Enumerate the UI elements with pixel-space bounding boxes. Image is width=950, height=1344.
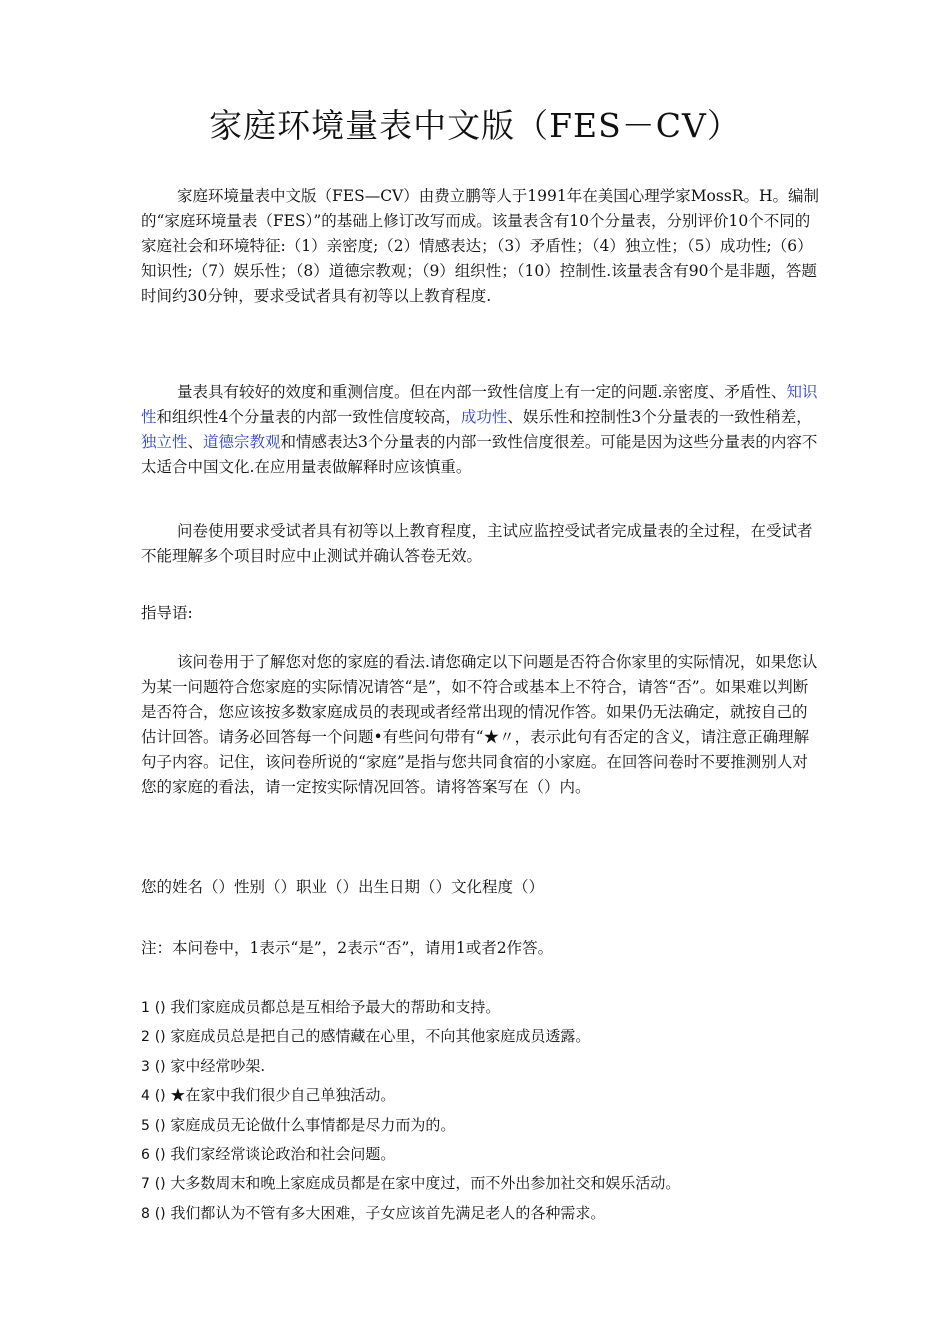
question-number: 8: [141, 1205, 150, 1222]
page-title: 家庭环境量表中文版（FES－CV）: [209, 106, 741, 145]
answer-blank[interactable]: (): [154, 1088, 166, 1105]
question-text: 家中经常吵架.: [170, 1056, 266, 1075]
question-list: [141, 993, 821, 1228]
question-item: [141, 1052, 821, 1081]
question-text: 大多数周末和晚上家庭成员都是在家中度过，而不外出参加社交和娱乐活动。: [170, 1174, 681, 1193]
guide-paragraph: 该问卷用于了解您对您的家庭的看法.请您确定以下问题是否符合你家里的实际情况，如果您认为某一问题符合您家庭的实际情况请答“是”，如不符合或基本上不符合，请答“否”。如果难以判断是否符合，您应该按多数家庭成员的表现或者经常出现的情况作答。如果仍无法确定，就按自己的估计回答。请务必回答每一个问题•有些问句带有“★〃，表示此句有否定的含义，请注意正确理解句子内容。记住，该问卷所说的“家庭”是指与您共同食宿的小家庭。在回答问卷时不要推测别人对您的家庭的看法，请一定按实际情况回答。请将答案写在（）内。: [141, 653, 818, 796]
question-item: [141, 1199, 821, 1228]
question-item: [141, 1140, 821, 1169]
answer-blank[interactable]: (): [154, 1205, 166, 1222]
question-text: 家庭成员无论做什么事情都是尽力而为的。: [170, 1115, 456, 1134]
reliability-text-4: 、: [187, 433, 204, 451]
question-text: ★在家中我们很少自己单独活动。: [170, 1086, 396, 1105]
question-item: [141, 1111, 821, 1140]
question-item: [141, 1169, 821, 1198]
question-text: 我们家经常谈论政治和社会问题。: [170, 1144, 396, 1163]
link-independence[interactable]: 独立性: [141, 433, 188, 451]
guide-label: 指导语:: [141, 604, 193, 622]
question-number: 6: [141, 1146, 150, 1163]
personal-info-line: 您的姓名（）性别（）职业（）出生日期（）文化程度（）: [141, 878, 545, 896]
question-item: [141, 1022, 821, 1051]
answer-blank[interactable]: (): [154, 1058, 166, 1075]
question-number: 3: [141, 1058, 150, 1075]
answer-blank[interactable]: (): [154, 1176, 166, 1193]
question-text: 家庭成员总是把自己的感情藏在心里，不向其他家庭成员透露。: [170, 1027, 591, 1046]
answer-blank[interactable]: (): [154, 1117, 166, 1134]
reliability-paragraph: [141, 380, 821, 480]
reliability-text-2: 和组织性4个分量表的内部一致性信度较高，: [156, 408, 461, 426]
answer-note: 注：本问卷中，1表示“是”，2表示“否”，请用1或者2作答。: [141, 939, 554, 957]
question-number: 4: [141, 1088, 150, 1105]
reliability-text-3: 、娱乐性和控制性3个分量表的一致性稍差，: [507, 408, 812, 426]
question-text: 我们都认为不管有多大困难，子女应该首先满足老人的各种需求。: [170, 1203, 606, 1222]
answer-blank[interactable]: (): [154, 1000, 166, 1016]
question-number: 5: [141, 1117, 150, 1134]
intro-paragraph: 家庭环境量表中文版（FES—CV）由费立鹏等人于1991年在美国心理学家MossR。H。编制的“家庭环境量表（FES）”的基础上修订改写而成。该量表含有10个分量表，分别评价10个不同的家庭社会和环境特征:（1）亲密度;（2）情感表达；（3）矛盾性；（4）独立性；（5）成功性;（6）知识性;（7）娱乐性；（8）道德宗教观；（9）组织性；（10）控制性.该量表含有90个是非题，答题时间约30分钟，要求受试者具有初等以上教育程度.: [141, 187, 819, 305]
question-number: 2: [141, 1029, 150, 1046]
answer-blank[interactable]: (): [154, 1146, 166, 1163]
question-item: [141, 993, 821, 1022]
question-number: 7: [141, 1176, 150, 1193]
question-number: 1: [141, 1000, 150, 1016]
answer-blank[interactable]: (): [154, 1029, 166, 1046]
reliability-text-5: 和情感表达3个分量表的内部一致性信度很差。可能是因为这些分量表的内容不太适合中国文化.在应用量表做解释时应该慎重。: [141, 433, 818, 476]
reliability-text-1: 量表具有较好的效度和重测信度。但在内部一致性信度上有一定的问题.亲密度、矛盾性、: [177, 383, 787, 401]
question-item: [141, 1081, 821, 1110]
link-moral[interactable]: 道德宗教观: [203, 433, 281, 451]
link-knowledge[interactable]: 知识性: [141, 383, 818, 426]
question-text: 我们家庭成员都总是互相给予最大的帮助和支持。: [170, 998, 501, 1016]
link-success[interactable]: 成功性: [460, 408, 508, 426]
usage-paragraph: 问卷使用要求受试者具有初等以上教育程度，主试应监控受试者完成量表的全过程，在受试者不能理解多个项目时应中止测试并确认答卷无效。: [141, 522, 813, 565]
